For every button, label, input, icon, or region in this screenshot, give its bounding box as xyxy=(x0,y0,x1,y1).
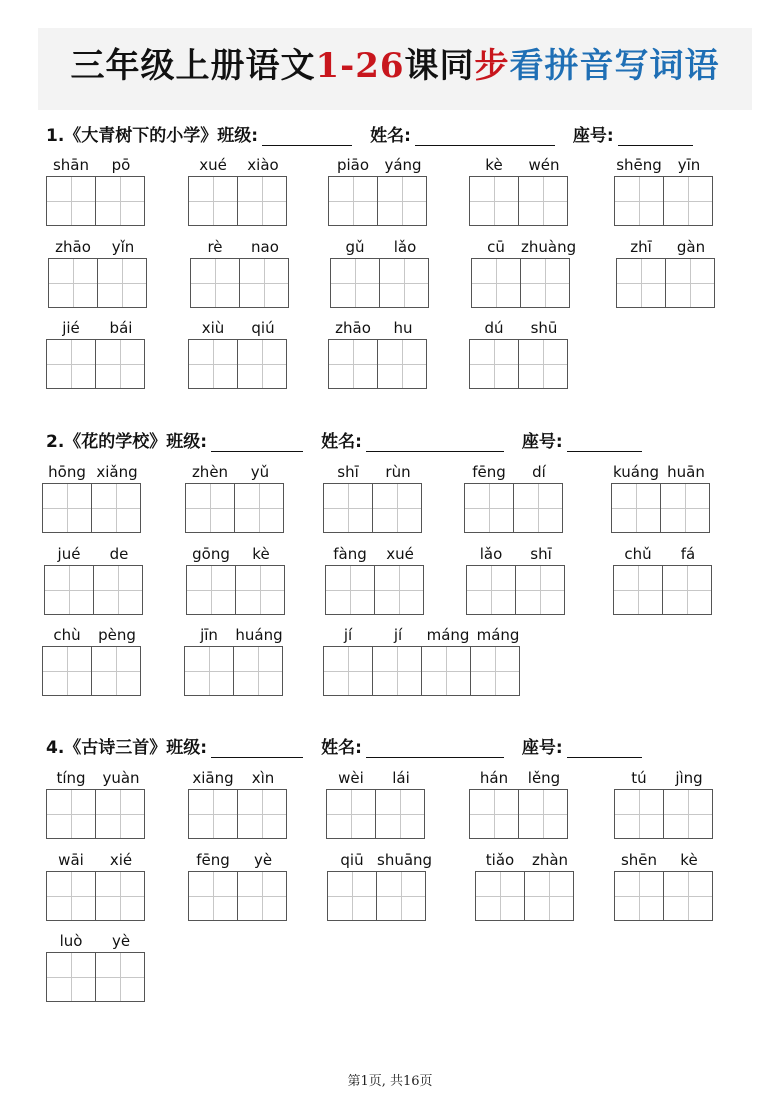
pinyin-row xyxy=(328,156,428,174)
pinyin-syllable: de xyxy=(109,545,129,563)
writing-grid xyxy=(323,646,519,696)
tianzige-cell[interactable] xyxy=(518,789,568,839)
pinyin-row xyxy=(614,769,714,787)
pinyin-syllable: huān xyxy=(667,463,705,481)
pinyin-row xyxy=(323,626,523,644)
tianzige-cell[interactable] xyxy=(611,483,661,533)
pinyin-syllable: wāi xyxy=(58,851,84,869)
class-blank[interactable] xyxy=(211,433,303,452)
pinyin-syllable: xué xyxy=(199,156,227,174)
pinyin-row xyxy=(325,545,425,563)
pinyin-row xyxy=(466,545,566,563)
pinyin-row xyxy=(190,238,290,256)
class-label: 班级: xyxy=(166,738,208,758)
tianzige-cell[interactable] xyxy=(46,176,96,226)
page-footer: 第1页, 共16页 xyxy=(347,1074,433,1089)
pinyin-syllable: kè xyxy=(252,545,270,563)
tianzige-cell[interactable] xyxy=(323,483,373,533)
tianzige-cell[interactable] xyxy=(46,789,96,839)
pinyin-row xyxy=(469,156,569,174)
pinyin-syllable: yǔ xyxy=(250,463,270,481)
pinyin-row xyxy=(323,463,423,481)
pinyin-syllable: xiù xyxy=(201,319,225,337)
writing-grid xyxy=(469,789,567,839)
tianzige-cell[interactable] xyxy=(234,483,284,533)
writing-grid xyxy=(464,483,562,533)
title-part-1: 三年级上册语文 xyxy=(70,46,316,86)
pinyin-syllable: shū xyxy=(530,319,558,337)
tianzige-cell[interactable] xyxy=(469,339,519,389)
pinyin-syllable: chù xyxy=(53,626,81,644)
pinyin-syllable: kuáng xyxy=(613,463,659,481)
pinyin-row xyxy=(46,851,146,869)
writing-grid xyxy=(328,176,426,226)
writing-grid xyxy=(46,339,144,389)
seat-label: 座号: xyxy=(521,432,563,452)
tianzige-cell[interactable] xyxy=(375,789,425,839)
pinyin-syllable: xiǎng xyxy=(96,463,138,481)
tianzige-cell[interactable] xyxy=(614,789,664,839)
pinyin-row xyxy=(475,851,575,869)
pinyin-syllable: lěng xyxy=(527,769,561,787)
pinyin-row xyxy=(46,319,146,337)
page-title xyxy=(38,38,752,87)
pinyin-row xyxy=(614,851,714,869)
lesson-title: 1.《大青树下的小学》 xyxy=(46,126,218,146)
tianzige-cell[interactable] xyxy=(46,339,96,389)
pinyin-syllable: jīn xyxy=(200,626,218,644)
writing-grid xyxy=(46,952,144,1002)
pinyin-syllable: fēng xyxy=(196,851,230,869)
pinyin-row xyxy=(613,545,713,563)
tianzige-cell[interactable] xyxy=(46,952,96,1002)
name-label: 姓名: xyxy=(321,738,362,758)
tianzige-cell[interactable] xyxy=(188,339,238,389)
pinyin-syllable: tíng xyxy=(56,769,86,787)
name-blank[interactable] xyxy=(366,433,504,452)
tianzige-cell[interactable] xyxy=(188,176,238,226)
pinyin-syllable: qiú xyxy=(251,319,275,337)
pinyin-syllable: huáng xyxy=(235,626,283,644)
tianzige-cell[interactable] xyxy=(188,789,238,839)
tianzige-cell[interactable] xyxy=(520,258,570,308)
pinyin-syllable: kè xyxy=(485,156,503,174)
tianzige-cell[interactable] xyxy=(237,176,287,226)
class-blank[interactable] xyxy=(211,739,303,758)
pinyin-syllable: wèi xyxy=(338,769,364,787)
writing-grid xyxy=(611,483,709,533)
pinyin-row xyxy=(464,463,564,481)
pinyin-row xyxy=(188,769,288,787)
tianzige-cell[interactable] xyxy=(464,483,514,533)
writing-grid xyxy=(184,646,282,696)
pinyin-syllable: yè xyxy=(111,932,131,950)
lesson-title: 4.《古诗三首》 xyxy=(46,738,167,758)
pinyin-syllable: yǐn xyxy=(111,238,135,256)
tianzige-cell[interactable] xyxy=(95,339,145,389)
seat-blank[interactable] xyxy=(618,127,693,146)
writing-grid xyxy=(327,871,425,921)
name-label: 姓名: xyxy=(321,432,362,452)
tianzige-cell[interactable] xyxy=(323,646,373,696)
seat-blank[interactable] xyxy=(567,433,642,452)
tianzige-cell[interactable] xyxy=(95,871,145,921)
pinyin-row xyxy=(471,238,577,256)
pinyin-syllable: tiǎo xyxy=(485,851,515,869)
tianzige-cell[interactable] xyxy=(513,483,563,533)
tianzige-cell[interactable] xyxy=(518,176,568,226)
pinyin-syllable: pō xyxy=(111,156,131,174)
tianzige-cell[interactable] xyxy=(186,565,236,615)
lesson-title: 2.《花的学校》 xyxy=(46,432,167,452)
pinyin-row xyxy=(186,545,286,563)
pinyin-syllable: hōng xyxy=(48,463,86,481)
writing-grid xyxy=(325,565,423,615)
pinyin-syllable: zhuàng xyxy=(521,238,577,256)
pinyin-syllable: jué xyxy=(57,545,81,563)
tianzige-cell[interactable] xyxy=(46,871,96,921)
tianzige-cell[interactable] xyxy=(469,176,519,226)
tianzige-cell[interactable] xyxy=(379,258,429,308)
tianzige-cell[interactable] xyxy=(372,646,422,696)
pinyin-syllable: jí xyxy=(343,626,353,644)
writing-grid xyxy=(188,789,286,839)
section-heading xyxy=(46,427,648,452)
tianzige-cell[interactable] xyxy=(328,339,378,389)
pinyin-syllable: shī xyxy=(530,545,552,563)
class-label: 班级: xyxy=(217,126,259,146)
writing-grid xyxy=(323,483,421,533)
seat-blank[interactable] xyxy=(567,739,642,758)
writing-grid xyxy=(48,258,146,308)
pinyin-syllable: xué xyxy=(386,545,414,563)
pinyin-row xyxy=(327,851,433,869)
tianzige-cell[interactable] xyxy=(469,789,519,839)
pinyin-syllable: yīn xyxy=(677,156,701,174)
tianzige-cell[interactable] xyxy=(613,565,663,615)
pinyin-syllable: nao xyxy=(251,238,279,256)
pinyin-row xyxy=(185,463,285,481)
pinyin-syllable: shān xyxy=(52,156,90,174)
tianzige-cell[interactable] xyxy=(184,646,234,696)
pinyin-syllable: xìn xyxy=(251,769,275,787)
tianzige-cell[interactable] xyxy=(91,483,141,533)
pinyin-row xyxy=(330,238,430,256)
tianzige-cell[interactable] xyxy=(326,789,376,839)
seat-label: 座号: xyxy=(572,126,614,146)
pinyin-row xyxy=(616,238,716,256)
pinyin-syllable: tú xyxy=(631,769,647,787)
tianzige-cell[interactable] xyxy=(239,258,289,308)
pinyin-syllable: shuāng xyxy=(377,851,433,869)
pinyin-syllable: shēn xyxy=(620,851,658,869)
writing-grid xyxy=(185,483,283,533)
tianzige-cell[interactable] xyxy=(237,789,287,839)
pinyin-row xyxy=(48,238,148,256)
title-part-2: 1-26 xyxy=(315,46,405,86)
tianzige-cell[interactable] xyxy=(377,176,427,226)
tianzige-cell[interactable] xyxy=(376,871,426,921)
tianzige-cell[interactable] xyxy=(95,176,145,226)
tianzige-cell[interactable] xyxy=(663,176,713,226)
writing-grid xyxy=(188,339,286,389)
tianzige-cell[interactable] xyxy=(515,565,565,615)
name-blank[interactable] xyxy=(415,127,555,146)
pinyin-row xyxy=(326,769,426,787)
tianzige-cell[interactable] xyxy=(42,483,92,533)
tianzige-cell[interactable] xyxy=(44,565,94,615)
tianzige-cell[interactable] xyxy=(233,646,283,696)
pinyin-row xyxy=(44,545,144,563)
tianzige-cell[interactable] xyxy=(524,871,574,921)
tianzige-cell[interactable] xyxy=(327,871,377,921)
pinyin-syllable: zhèn xyxy=(191,463,229,481)
writing-grid xyxy=(616,258,714,308)
class-label: 班级: xyxy=(166,432,208,452)
pinyin-row xyxy=(188,156,288,174)
tianzige-cell[interactable] xyxy=(377,339,427,389)
tianzige-cell[interactable] xyxy=(665,258,715,308)
pinyin-syllable: shī xyxy=(337,463,359,481)
pinyin-syllable: lái xyxy=(392,769,410,787)
pinyin-syllable: cū xyxy=(487,238,505,256)
tianzige-cell[interactable] xyxy=(614,176,664,226)
writing-grid xyxy=(42,483,140,533)
writing-grid xyxy=(42,646,140,696)
title-part-3: 课同 xyxy=(404,46,475,86)
writing-grid xyxy=(44,565,142,615)
tianzige-cell[interactable] xyxy=(518,339,568,389)
tianzige-cell[interactable] xyxy=(95,789,145,839)
name-label: 姓名: xyxy=(370,126,411,146)
tianzige-cell[interactable] xyxy=(475,871,525,921)
writing-grid xyxy=(46,789,144,839)
writing-grid xyxy=(188,871,286,921)
tianzige-cell[interactable] xyxy=(470,646,520,696)
tianzige-cell[interactable] xyxy=(372,483,422,533)
title-part-4: 步 xyxy=(474,46,510,86)
pinyin-syllable: jìng xyxy=(675,769,703,787)
writing-grid xyxy=(614,176,712,226)
pinyin-syllable: kè xyxy=(680,851,698,869)
tianzige-cell[interactable] xyxy=(42,646,92,696)
tianzige-cell[interactable] xyxy=(185,483,235,533)
tianzige-cell[interactable] xyxy=(93,565,143,615)
pinyin-syllable: gōng xyxy=(192,545,230,563)
pinyin-syllable: fēng xyxy=(472,463,506,481)
pinyin-syllable: xié xyxy=(109,851,133,869)
pinyin-syllable: chǔ xyxy=(624,545,652,563)
writing-grid xyxy=(190,258,288,308)
pinyin-syllable: hu xyxy=(393,319,413,337)
pinyin-syllable: luò xyxy=(59,932,83,950)
tianzige-cell[interactable] xyxy=(95,952,145,1002)
tianzige-cell[interactable] xyxy=(237,871,287,921)
pinyin-syllable: dí xyxy=(532,463,546,481)
writing-grid xyxy=(46,871,144,921)
pinyin-row xyxy=(42,626,142,644)
pinyin-syllable: hán xyxy=(479,769,509,787)
pinyin-syllable: lǎo xyxy=(479,545,503,563)
tianzige-cell[interactable] xyxy=(190,258,240,308)
pinyin-syllable: bái xyxy=(109,319,133,337)
tianzige-cell[interactable] xyxy=(616,258,666,308)
tianzige-cell[interactable] xyxy=(374,565,424,615)
tianzige-cell[interactable] xyxy=(421,646,471,696)
tianzige-cell[interactable] xyxy=(330,258,380,308)
tianzige-cell[interactable] xyxy=(471,258,521,308)
tianzige-cell[interactable] xyxy=(614,871,664,921)
pinyin-row xyxy=(328,319,428,337)
tianzige-cell[interactable] xyxy=(235,565,285,615)
pinyin-syllable: zhī xyxy=(630,238,652,256)
writing-grid xyxy=(469,176,567,226)
section-heading xyxy=(46,733,648,758)
pinyin-syllable: piāo xyxy=(336,156,370,174)
writing-grid xyxy=(328,339,426,389)
pinyin-row xyxy=(188,851,288,869)
writing-grid xyxy=(614,871,712,921)
writing-grid xyxy=(471,258,569,308)
tianzige-cell[interactable] xyxy=(237,339,287,389)
pinyin-row xyxy=(46,156,146,174)
pinyin-syllable: gǔ xyxy=(345,238,365,256)
pinyin-syllable: pèng xyxy=(98,626,136,644)
pinyin-syllable: fàng xyxy=(333,545,367,563)
writing-grid xyxy=(188,176,286,226)
writing-grid xyxy=(186,565,284,615)
pinyin-syllable: zhāo xyxy=(55,238,91,256)
pinyin-syllable: jí xyxy=(393,626,403,644)
seat-label: 座号: xyxy=(521,738,563,758)
tianzige-cell[interactable] xyxy=(188,871,238,921)
pinyin-syllable: yè xyxy=(253,851,273,869)
writing-grid xyxy=(613,565,711,615)
section-heading xyxy=(46,121,699,146)
tianzige-cell[interactable] xyxy=(660,483,710,533)
tianzige-cell[interactable] xyxy=(328,176,378,226)
tianzige-cell[interactable] xyxy=(325,565,375,615)
tianzige-cell[interactable] xyxy=(91,646,141,696)
pinyin-row xyxy=(614,156,714,174)
pinyin-syllable: xiào xyxy=(247,156,279,174)
pinyin-syllable: yáng xyxy=(384,156,422,174)
pinyin-syllable: fá xyxy=(680,545,696,563)
writing-grid xyxy=(330,258,428,308)
pinyin-syllable: dú xyxy=(484,319,504,337)
pinyin-row xyxy=(469,769,569,787)
pinyin-syllable: xiāng xyxy=(192,769,234,787)
writing-grid xyxy=(466,565,564,615)
tianzige-cell[interactable] xyxy=(662,565,712,615)
tianzige-cell[interactable] xyxy=(663,789,713,839)
tianzige-cell[interactable] xyxy=(48,258,98,308)
writing-grid xyxy=(614,789,712,839)
tianzige-cell[interactable] xyxy=(466,565,516,615)
pinyin-row xyxy=(184,626,284,644)
tianzige-cell[interactable] xyxy=(663,871,713,921)
tianzige-cell[interactable] xyxy=(97,258,147,308)
pinyin-syllable: máng xyxy=(476,626,520,644)
pinyin-syllable: shēng xyxy=(616,156,662,174)
pinyin-row xyxy=(469,319,569,337)
writing-grid xyxy=(326,789,424,839)
writing-grid xyxy=(469,339,567,389)
pinyin-syllable: lǎo xyxy=(393,238,417,256)
pinyin-row xyxy=(611,463,711,481)
pinyin-syllable: yuàn xyxy=(102,769,140,787)
writing-grid xyxy=(46,176,144,226)
name-blank[interactable] xyxy=(366,739,504,758)
pinyin-row xyxy=(188,319,288,337)
pinyin-row xyxy=(46,769,146,787)
pinyin-row xyxy=(46,932,146,950)
pinyin-syllable: rè xyxy=(207,238,223,256)
class-blank[interactable] xyxy=(262,127,352,146)
pinyin-syllable: qiū xyxy=(340,851,364,869)
pinyin-syllable: gàn xyxy=(676,238,706,256)
pinyin-syllable: wén xyxy=(528,156,560,174)
pinyin-syllable: rùn xyxy=(385,463,411,481)
title-part-5: 看拼音写词语 xyxy=(509,46,720,86)
pinyin-syllable: máng xyxy=(426,626,470,644)
writing-grid xyxy=(475,871,573,921)
pinyin-syllable: zhāo xyxy=(335,319,371,337)
pinyin-syllable: zhàn xyxy=(531,851,569,869)
pinyin-row xyxy=(42,463,142,481)
pinyin-syllable: jié xyxy=(62,319,80,337)
